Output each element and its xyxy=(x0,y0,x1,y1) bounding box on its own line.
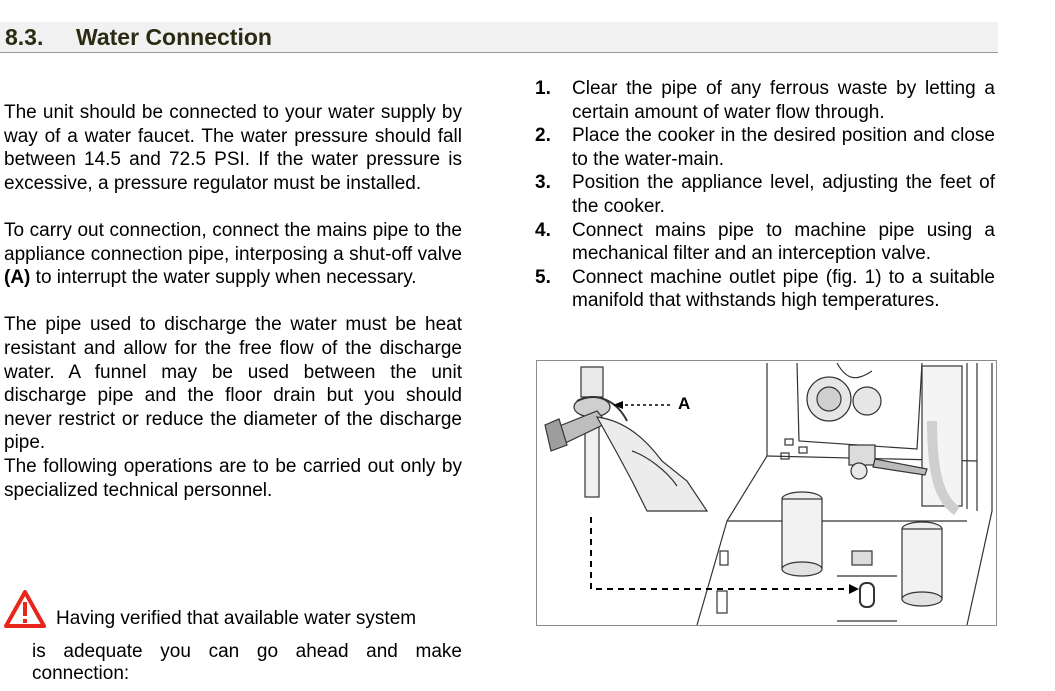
step-1 xyxy=(535,77,995,124)
warning-text-line-1: Having verified that available water system xyxy=(56,608,417,629)
paragraph-connection xyxy=(4,219,462,290)
paragraph-connection-text-1: To carry out connection, connect the mains pipe to the appliance connection pipe, interposing a shut-off valve xyxy=(4,219,462,265)
valve-reference: (A) xyxy=(4,267,31,289)
water-connection-figure xyxy=(536,360,997,626)
step-2 xyxy=(535,124,995,171)
warning-text-line-3: connection: xyxy=(32,663,130,684)
step-3 xyxy=(535,171,995,218)
step-text: Clear the pipe of any ferrous waste by letting a certain amount of water flow through. xyxy=(572,78,995,123)
paragraph-water-supply: The unit should be connected to your water supply by way of a water faucet. The water pressure should fall between 14.5 and 72.5 PSI. If the water pressure is excessive, a pressure regulator must be installed. xyxy=(4,102,462,194)
step-number: 2. xyxy=(535,125,551,147)
paragraph-personnel: The following operations are to be carried out only by specialized technical personnel. xyxy=(4,455,462,501)
warning-text-line-2: is adequate you can go ahead and make xyxy=(32,641,462,662)
step-number: 4. xyxy=(535,219,551,241)
section-number: 8.3. xyxy=(5,24,44,50)
section-header xyxy=(0,22,998,53)
warning-triangle-icon xyxy=(4,590,46,628)
step-number: 5. xyxy=(535,266,551,288)
connection-steps xyxy=(535,77,995,313)
step-text: Position the appliance level, adjusting the feet of the cooker. xyxy=(572,172,995,217)
left-column xyxy=(4,101,462,502)
paragraph-discharge: The pipe used to discharge the water must be heat resistant and allow for the free flow of the discharge water. A funnel may be used between the unit discharge pipe and the floor drain but you should never restrict or reduce the diameter of the discharge pipe. xyxy=(4,314,462,454)
step-number: 1. xyxy=(535,78,551,99)
step-5 xyxy=(535,266,995,313)
figure-illustration xyxy=(537,361,996,625)
step-text: Connect mains pipe to machine pipe using a mechanical filter and an interception valve. xyxy=(572,219,995,265)
figure-label-a: A xyxy=(678,394,691,413)
step-number: 3. xyxy=(535,172,551,194)
section-title: Water Connection xyxy=(76,24,272,50)
step-4 xyxy=(535,219,995,266)
step-text: Place the cooker in the desired position and close to the water-main. xyxy=(572,125,995,170)
paragraph-connection-text-2: to interrupt the water supply when necessary. xyxy=(30,267,417,289)
step-text: Connect machine outlet pipe (fig. 1) to a suitable manifold that withstands high temperatures. xyxy=(572,266,995,312)
